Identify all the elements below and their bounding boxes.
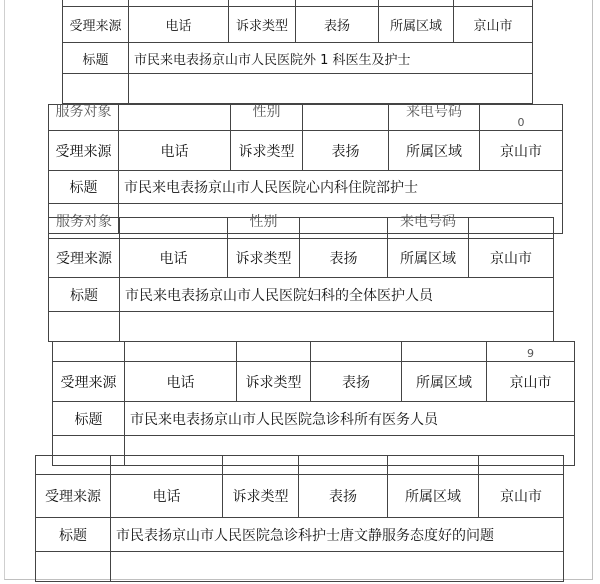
title-label: 标题 [49, 171, 119, 204]
cut-cell [402, 342, 487, 362]
cut-cell: 0 [480, 105, 563, 131]
cut-cell [300, 218, 388, 239]
cut-cell [53, 342, 125, 362]
area-label: 所属区域 [389, 131, 480, 171]
record-snippet-4 [52, 347, 576, 447]
record-snippet-1 [62, 0, 534, 104]
cut-cell [311, 342, 402, 362]
cut-cell [125, 342, 237, 362]
title-value: 市民表扬京山市人民医院急诊科护士唐文静服务态度好的问题 [111, 518, 564, 552]
cut-cell [223, 456, 299, 475]
type-label: 诉求类型 [237, 362, 311, 402]
area-value: 京山市 [487, 362, 575, 402]
source-value: 电话 [125, 362, 237, 402]
cut-cell [111, 456, 223, 475]
area-label: 所属区域 [388, 239, 469, 278]
source-value: 电话 [129, 7, 229, 43]
area-value: 京山市 [454, 7, 533, 43]
type-value: 表扬 [296, 7, 379, 43]
source-label: 受理来源 [63, 7, 129, 43]
record-snippet-3 [48, 214, 555, 335]
record-snippet-2 [48, 103, 564, 220]
title-value: 市民来电表扬京山市人民医院外 1 科医生及护士 [129, 43, 533, 74]
cut-cell [119, 105, 231, 131]
area-label: 所属区域 [388, 475, 479, 518]
title-label: 标题 [63, 43, 129, 74]
type-value: 表扬 [299, 475, 388, 518]
cut-cell [303, 105, 389, 131]
type-label: 诉求类型 [229, 7, 296, 43]
area-label: 所属区域 [402, 362, 487, 402]
record-table [48, 104, 563, 234]
record-table [52, 341, 575, 466]
type-label: 诉求类型 [223, 475, 299, 518]
area-value: 京山市 [469, 239, 554, 278]
type-value: 表扬 [311, 362, 402, 402]
source-value: 电话 [120, 239, 228, 278]
source-label: 受理来源 [53, 362, 125, 402]
title-label: 标题 [49, 278, 120, 312]
cut-cell: 服务对象 [49, 218, 120, 239]
cut-cell: 来电号码 [388, 218, 469, 239]
title-label: 标题 [53, 402, 125, 436]
cut-cell: 性别 [231, 105, 303, 131]
cut-cell: 来电号码 [389, 105, 480, 131]
source-label: 受理来源 [49, 131, 119, 171]
cut-cell [120, 218, 228, 239]
cut-cell: 服务对象 [49, 105, 119, 131]
cut-cell [479, 456, 564, 475]
record-table [35, 455, 564, 582]
area-value: 京山市 [479, 475, 564, 518]
title-label: 标题 [36, 518, 111, 552]
cut-cell: 9 [487, 342, 575, 362]
area-label: 所属区域 [379, 7, 454, 43]
source-value: 电话 [119, 131, 231, 171]
cut-cell [36, 456, 111, 475]
title-value: 市民来电表扬京山市人民医院心内科住院部护士 [119, 171, 563, 204]
cut-cell [237, 342, 311, 362]
type-value: 表扬 [300, 239, 388, 278]
type-label: 诉求类型 [228, 239, 300, 278]
title-value: 市民来电表扬京山市人民医院妇科的全体医护人员 [120, 278, 554, 312]
cut-cell [299, 456, 388, 475]
source-label: 受理来源 [49, 239, 120, 278]
source-label: 受理来源 [36, 475, 111, 518]
cut-cell [388, 456, 479, 475]
record-table [48, 214, 554, 342]
type-value: 表扬 [303, 131, 389, 171]
cut-cell [63, 0, 129, 7]
type-label: 诉求类型 [231, 131, 303, 171]
cut-cell [469, 218, 554, 239]
source-value: 电话 [111, 475, 223, 518]
cut-cell: 性别 [228, 218, 300, 239]
record-snippet-5 [35, 461, 565, 574]
area-value: 京山市 [480, 131, 563, 171]
title-value: 市民来电表扬京山市人民医院急诊科所有医务人员 [125, 402, 575, 436]
record-table [62, 0, 533, 104]
